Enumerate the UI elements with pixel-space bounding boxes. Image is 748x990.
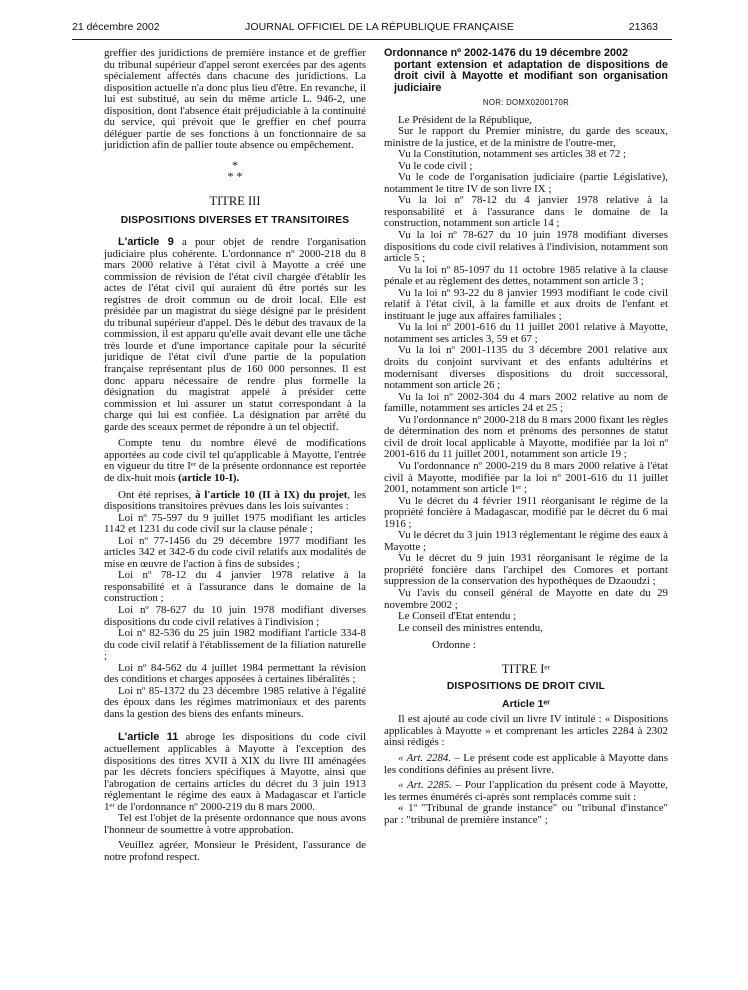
- article-ref: L'article 9: [118, 236, 174, 249]
- header-rule: [72, 39, 672, 40]
- paragraph-text: – Pour l'application du présent code à Mayotte, les termes énumérés ci-après sont remplacés comme suit :: [384, 779, 668, 803]
- visa-line: Vu le décret du 3 juin 1913 réglementant le régime des eaux à Mayotte ;: [384, 529, 668, 553]
- law-item: Loi nº 77-1456 du 29 décembre 1977 modifiant les articles 342 et 342-6 du code civil relatifs aux modalités de mise en œuvre de l'action à fins de subsides ;: [104, 534, 366, 570]
- visa-line: Vu la loi nº 85-1097 du 11 octobre 1985 relative à la clause pénale et au règlement des dettes, notamment son article 3 ;: [384, 263, 668, 288]
- visa-line: Vu le décret du 9 juin 1931 réorganisant le régime de la propriété foncière dans l'archipel des Comores et portant suppression de la conservation des hypothèques de Dzaoudzi ;: [384, 552, 668, 588]
- paragraph: [384, 753, 668, 776]
- visa-line: Vu l'avis du conseil général de Mayotte en date du 29 novembre 2002 ;: [384, 586, 668, 611]
- law-item: Loi nº 85-1372 du 23 décembre 1985 relative à l'égalité des époux dans les régimes matrimoniaux et des parents dans la gestion des biens des enfants mineurs.: [104, 684, 366, 720]
- law-item: Loi nº 82-536 du 25 juin 1982 modifiant l'article 334-8 du code civil relatif à l'établissement de la filiation naturelle ;: [104, 627, 366, 663]
- law-item: Loi nº 84-562 du 4 juillet 1984 permettant la révision des conditions et charges apposées à certaines libéralités ;: [104, 661, 366, 686]
- visa-line: Vu la loi nº 93-22 du 8 janvier 1993 modifiant le code civil relatif à l'état civil, à la famille et aux droits de l'enfant et instituant le juge aux affaires familiales ;: [384, 286, 668, 322]
- paragraph: Tel est l'objet de la présente ordonnance que nous avons l'honneur de soumettre à votre approbation.: [104, 812, 366, 836]
- header-page-number: 21363: [628, 21, 658, 33]
- separator-stars: * *: [227, 168, 243, 183]
- article-label: « Art. 2284.: [398, 751, 452, 764]
- header-journal-title: JOURNAL OFFICIEL DE LA RÉPUBLIQUE FRANÇAISE: [245, 21, 514, 33]
- visa-line: Vu la loi nº 78-12 du 4 janvier 1978 relative à la responsabilité et à l'assurance dans le domaine de la construction, notamment son article 14 ;: [384, 194, 668, 230]
- paragraph: [104, 237, 366, 433]
- visa-line: Le conseil des ministres entendu,: [398, 621, 543, 634]
- left-column: [104, 48, 366, 863]
- titre-heading: TITRE III: [209, 193, 261, 208]
- visa-line: Vu la loi nº 2002-304 du 4 mars 2002 relative au nom de famille, notamment ses articles 24 et 25 ;: [384, 390, 668, 415]
- section-heading: DISPOSITIONS DIVERSES ET TRANSITOIRES: [120, 215, 350, 227]
- visa-line: Vu la loi nº 2001-1135 du 3 décembre 2001 relative aux droits du conjoint survivant et des enfants adultérins et modernisant diverses dispositions du droit successoral, notamment son article 26 ;: [384, 344, 668, 392]
- nor-reference: NOR: DOMX0200170R: [482, 98, 570, 107]
- article-label: « Art. 2285.: [398, 779, 452, 792]
- visa-line: Vu le code civil ;: [398, 159, 473, 172]
- article-ref: L'article 11: [118, 731, 179, 744]
- article-heading: Article 1ᵉʳ: [501, 697, 551, 710]
- article-ref: à l'article 10 (II à IX) du projet: [195, 488, 348, 501]
- law-item: Loi nº 75-597 du 9 juillet 1975 modifiant les articles 1142 et 1231 du code civil sur la clause pénale ;: [104, 511, 366, 536]
- right-column: [384, 48, 668, 826]
- ordonnance-title-rest: portant extension et adaptation de dispositions de droit civil à Mayotte et modifiant son organisation judiciaire: [394, 58, 668, 94]
- paragraph: [104, 438, 366, 484]
- titre-heading: TITRE Iᵉʳ: [501, 661, 551, 676]
- paragraph-text: Compte tenu du nombre élevé de modifications apportées au code civil tel qu'applicable à Mayotte, l'entrée en vigueur du titre Iᵉʳ de la présente ordonnance est reportée de dix-huit mois: [104, 437, 366, 484]
- visa-line: Vu l'ordonnance nº 2000-219 du 8 mars 2000 relative à l'état civil à Mayotte, modifiée par la loi nº 2001-616 du 11 juillet 2001, notamment son article 1ᵉʳ ;: [384, 459, 668, 496]
- visa-line: Vu le décret du 4 février 1911 réorganisant le régime de la propriété foncière à Madagascar, modifié par le décret du 6 mai 1916 ;: [384, 494, 668, 530]
- section-heading: DISPOSITIONS DE DROIT CIVIL: [446, 681, 606, 693]
- paragraph: [104, 732, 366, 813]
- paragraph: « 1º "Tribunal de grande instance" ou "tribunal d'instance" par : "tribunal de première instance" ;: [384, 802, 668, 826]
- visa-line: Le Conseil d'Etat entendu ;: [398, 610, 517, 623]
- paragraph-text: , les dispositions transitoires prévues dans les lois suivantes :: [104, 488, 366, 513]
- ordonne-line: Ordonne :: [432, 639, 476, 652]
- paragraph: Il est ajouté au code civil un livre IV intitulé : « Dispositions applicables à Mayotte » et comprenant les articles 2284 à 2302 ainsi rédigés :: [384, 713, 668, 749]
- visa-line: Le Président de la République,: [398, 113, 532, 126]
- ordonnance-title: [384, 48, 668, 94]
- paragraph: [104, 490, 366, 513]
- law-item: Loi nº 78-12 du 4 janvier 1978 relative à la responsabilité et à l'assurance dans le domaine de la construction ;: [104, 569, 366, 605]
- paragraph-text: – Le présent code est applicable à Mayotte dans les conditions définies au présent livre.: [384, 751, 668, 776]
- section-separator: [104, 157, 366, 183]
- ordonnance-title-line1: Ordonnance nº 2002-1476 du 19 décembre 2002: [384, 47, 628, 59]
- header-date: 21 décembre 2002: [72, 21, 160, 33]
- visa-line: Vu la Constitution, notamment ses articles 38 et 72 ;: [398, 148, 627, 161]
- visa-line: Vu l'ordonnance nº 2000-218 du 8 mars 2000 fixant les règles de détermination des nom et prénoms des personnes de statut civil de droit local applicable à Mayotte, modifiée par la loi nº 2001-616 du 11 juillet 2001, notamment son article 19 ;: [384, 413, 668, 461]
- visa-line: Vu le code de l'organisation judiciaire (partie Législative), notamment le titre IV de son livre IX ;: [384, 171, 668, 195]
- law-item: Loi nº 78-627 du 10 juin 1978 modifiant diverses dispositions du code civil relatives à l'indivision ;: [104, 603, 366, 628]
- visa-line: Sur le rapport du Premier ministre, du garde des sceaux, ministre de la justice, et de la ministre de l'outre-mer,: [384, 125, 668, 149]
- separator-star: *: [232, 157, 238, 172]
- paragraph: greffier des juridictions de première instance et de greffier du tribunal supérieur d'appel seront exercées par des agents spécialement affectés dans chacune des juridictions. La disposition actuelle n'a donc plus lieu d'être. En revanche, il lui est substitué, au sein du même article L. 946-2, une disposition, dont l'absence était préjudiciable à la continuité du service, qui prévoit que le greffier en chef pourra déléguer partie de ses fonctions à un fonctionnaire de sa juridiction afin de pallier toute absence ou empêchement.: [104, 47, 366, 152]
- page-header: [0, 18, 748, 36]
- paragraph: [384, 780, 668, 803]
- article-ref: (article 10-I).: [178, 471, 240, 484]
- paragraph-text: a pour objet de rendre l'organisation judiciaire plus cohérente. L'ordonnance nº 2000-218 du 8 mars 2000 relative à l'état civil à Mayotte a créé une commission de révision de l'état civil chargée d'établir les actes de l'état civil qui auraient dû être portés sur les registres de droit commun ou de droit local. Elle est présidée par un magistrat du siège désigné par le président du tribunal supérieur d'appel. Dès le début des travaux de la commission, il est apparu qu'elle avait devant elle une tâche très lourde et d'une importance capitale pour la sécurité juridique de l'état civil d'une partie de la population française représentant plus de 160 000 personnes. Il est donc apparu nécessaire de rendre plus formelle la désignation du magistrat appelé à présider cette commission et lui assurer un statut correspondant à la charge qui lui est confiée. La désignation par arrêté du garde des sceaux permet de répondre à un tel objectif.: [104, 236, 366, 433]
- paragraph: Veuillez agréer, Monsieur le Président, l'assurance de notre profond respect.: [104, 839, 366, 863]
- paragraph-text: Ont été reprises,: [118, 488, 196, 501]
- paragraph-text: abroge les dispositions du code civil actuellement applicables à Mayotte à l'exception des dispositions des titres XVII à XIX du livre III aménagées par les décrets fonciers spécifiques à Mayotte, ainsi que l'abrogation de certains articles du décret du 3 juin 1913 réglementant le régime des eaux à Madagascar et l'article 1ᵉʳ de l'ordonnance nº 2000-219 du 8 mars 2000.: [104, 731, 366, 813]
- visa-line: Vu la loi nº 78-627 du 10 juin 1978 modifiant diverses dispositions du code civil relatives à l'indivision, notamment son article 5 ;: [384, 229, 668, 265]
- visa-line: Vu la loi nº 2001-616 du 11 juillet 2001 relative à Mayotte, notamment ses articles 3, 59 et 67 ;: [384, 321, 668, 345]
